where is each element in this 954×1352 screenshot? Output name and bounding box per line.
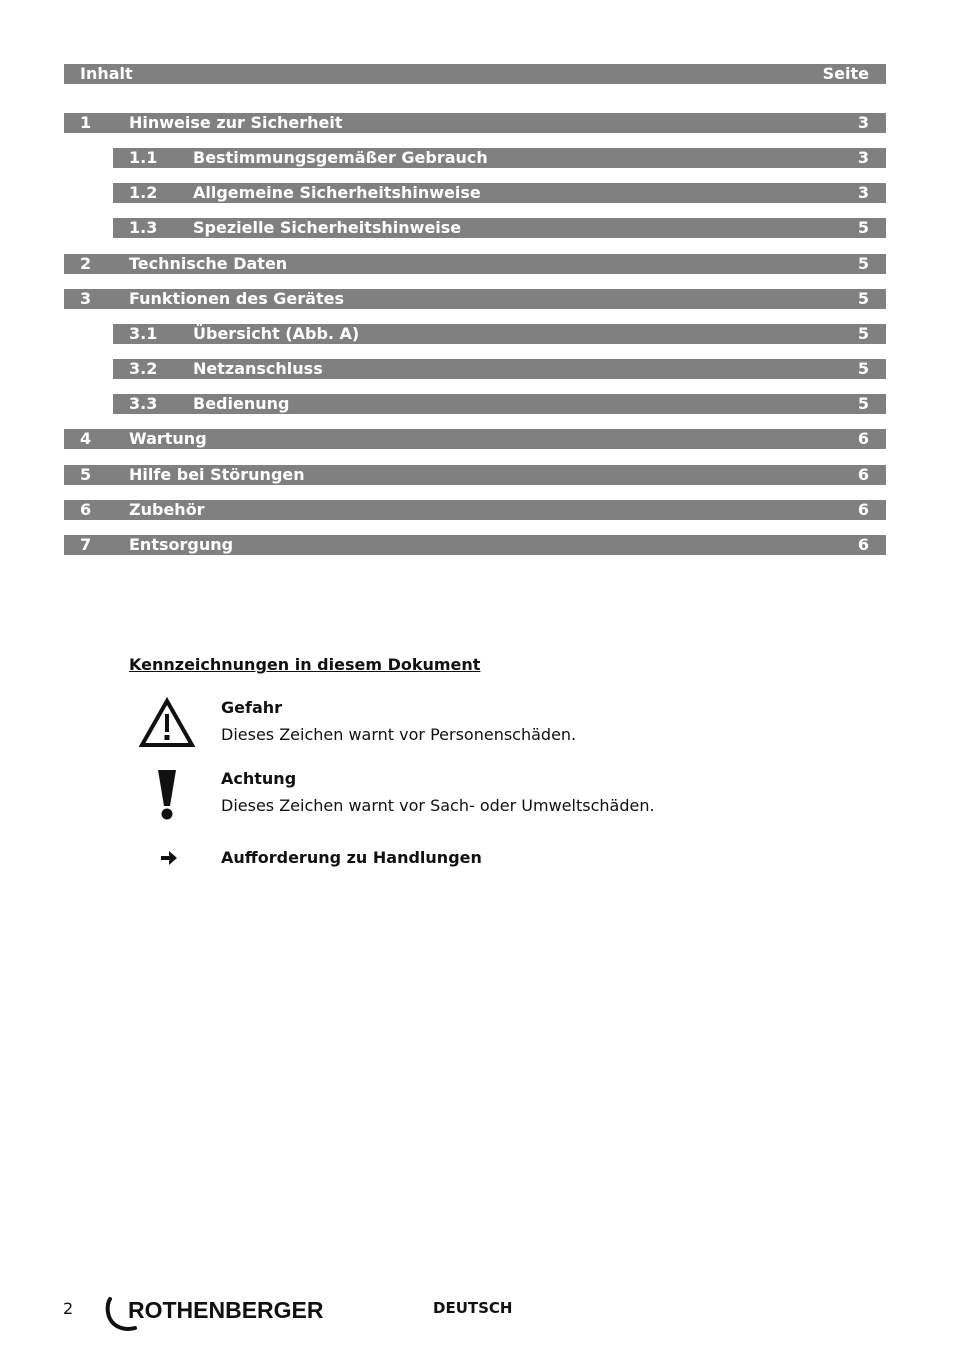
danger-text: Dieses Zeichen warnt vor Personenschäden. [221,725,577,744]
toc-entry[interactable] [64,465,886,485]
language-label: DEUTSCH [433,1299,513,1317]
toc-entry-title: Bestimmungsgemäßer Gebrauch [193,148,488,167]
toc-entry-title: Netzanschluss [193,359,323,378]
toc-entry-title: Zubehör [129,500,205,519]
toc-entry-page: 6 [857,500,869,519]
toc-entry-title: Entsorgung [129,535,234,554]
toc-entry-page: 6 [857,465,869,484]
toc-entry-page: 6 [857,535,869,554]
toc-entry[interactable] [64,254,886,274]
toc-entry-title: Bedienung [193,394,290,413]
toc-entry-title: Funktionen des Gerätes [129,289,344,308]
toc-entry[interactable] [113,324,886,344]
toc-entry-page: 5 [857,359,869,378]
toc-entry-page: 3 [857,183,869,202]
warning-triangle-icon [138,697,196,749]
toc-entry-page: 3 [857,113,869,132]
page-number: 2 [63,1299,74,1318]
toc-entry[interactable] [64,500,886,520]
caution-heading: Achtung [221,769,297,788]
toc-entry-number: 1.1 [129,148,158,167]
toc-entry-number: 1.2 [129,183,158,202]
toc-entry-title: Wartung [129,429,207,448]
toc-entry-title: Hinweise zur Sicherheit [129,113,343,132]
danger-heading: Gefahr [221,698,283,717]
arrow-right-icon [160,850,178,866]
toc-entry-page: 3 [857,148,869,167]
toc-entry-number: 5 [80,465,92,484]
toc-entry-number: 1.3 [129,218,158,237]
toc-entry-title: Spezielle Sicherheitshinweise [193,218,462,237]
toc-entry[interactable] [64,429,886,449]
toc-entry-number: 4 [80,429,92,448]
toc-header [64,64,886,84]
toc-entry[interactable] [113,359,886,379]
toc-entry[interactable] [64,113,886,133]
toc-entry[interactable] [113,148,886,168]
toc-entry[interactable] [64,535,886,555]
rothenberger-logo [104,1296,346,1334]
toc-entry-number: 3 [80,289,92,308]
toc-entry-page: 6 [857,429,869,448]
toc-entry[interactable] [64,289,886,309]
toc-entry-number: 2 [80,254,92,273]
toc-entry-number: 1 [80,113,92,132]
toc-entry-page: 5 [857,218,869,237]
toc-entry-page: 5 [857,394,869,413]
action-heading: Aufforderung zu Handlungen [221,848,482,867]
toc-entry-number: 6 [80,500,92,519]
toc-entry-title: Allgemeine Sicherheitshinweise [193,183,481,202]
toc-entry-number: 3.2 [129,359,158,378]
toc-entry-title: Hilfe bei Störungen [129,465,305,484]
toc-entry-number: 3.3 [129,394,158,413]
toc-entry-number: 7 [80,535,92,554]
toc-entry[interactable] [113,218,886,238]
toc-entry-page: 5 [857,254,869,273]
toc-entry-page: 5 [857,289,869,308]
brand-name: ROTHENBERGER [128,1297,324,1323]
toc-entry-title: Technische Daten [129,254,288,273]
toc-entry-number: 3.1 [129,324,158,343]
toc-header-page-label: Seite [822,64,869,83]
toc-entry[interactable] [113,183,886,203]
exclamation-icon [156,770,178,820]
toc-entry-title: Übersicht (Abb. A) [193,324,360,343]
toc-header-label: Inhalt [80,64,133,83]
toc-entry-page: 5 [857,324,869,343]
toc-entry[interactable] [113,394,886,414]
marks-section-title: Kennzeichnungen in diesem Dokument [129,655,481,674]
caution-text: Dieses Zeichen warnt vor Sach- oder Umweltschäden. [221,796,655,815]
